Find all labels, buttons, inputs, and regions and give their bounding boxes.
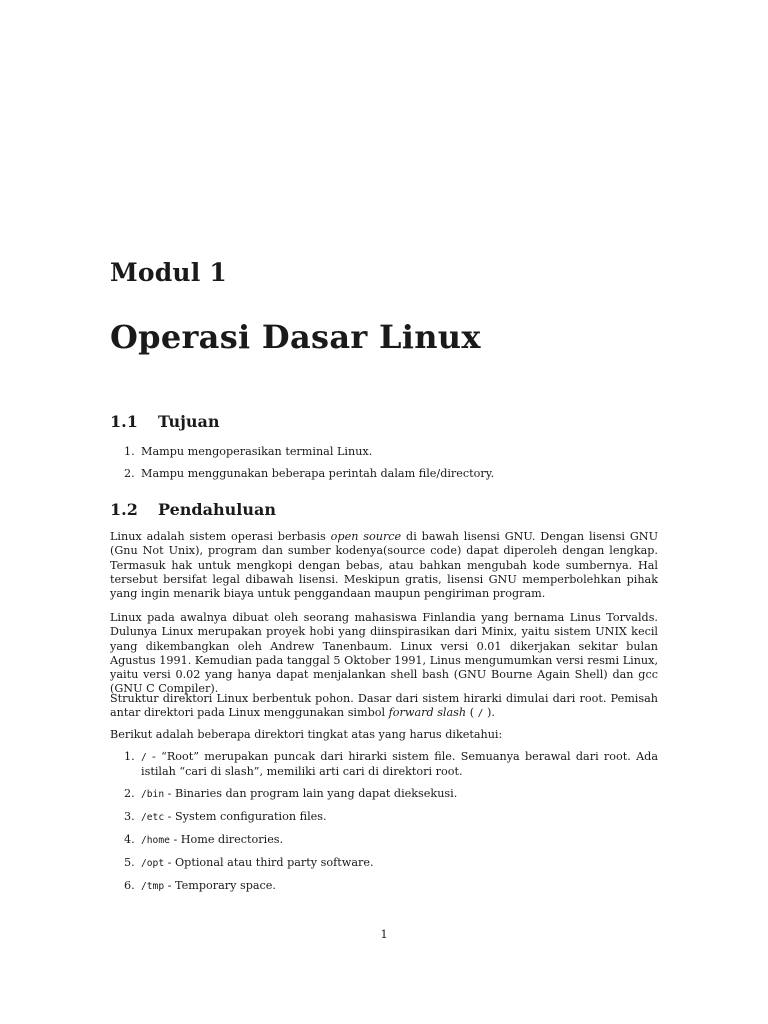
list-item-number: 2. (124, 467, 135, 480)
list-item (110, 467, 658, 481)
list-item-number: 4. (124, 833, 135, 846)
list-item (110, 445, 658, 459)
directory-description: - Home directories. (169, 833, 284, 846)
document-page (110, 0, 658, 1024)
section-title: Pendahuluan (158, 500, 276, 519)
list-item (110, 810, 658, 825)
list-item-text: Mampu mengoperasikan terminal Linux. (141, 445, 373, 458)
emphasis-text: open source (330, 530, 402, 543)
paragraph-directory-intro: Berikut adalah beberapa direktori tingkat atas yang harus diketahui: (110, 728, 503, 741)
paragraph-linux-history: Linux pada awalnya dibuat oleh seorang mahasiswa Finlandia yang bernama Linus Torvalds. Dulunya Linux merupakan proyek hobi yang diinspirasikan dari Minix, yaitu sistem UNIX kecil yang dikembangkan oleh Andrew Tanenbaum. Linux versi 0.01 dikerjakan sekitar bulan Agustus 1991. Kemudian pada tanggal 5 Oktober 1991, Linus mengumumkan versi resmi Linux, yaitu versi 0.02 yang hanya dapat menjalankan shell bash (GNU Bourne Again Shell) dan gcc (GNU C Compiler). (110, 611, 658, 696)
text-run: ( (466, 706, 478, 720)
section-number: 1.1 (110, 412, 138, 431)
list-item (110, 787, 658, 802)
list-item-number: 2. (124, 787, 135, 800)
text-run: di bawah lisensi GNU. Dengan lisensi GNU (Gnu Not Unix), program dan sumber kodenya(source code) dapat diperoleh dengan lengkap. Termasuk hak untuk mengkopi dengan bebas, atau bahkan mengubah kode sumbernya. Hal tersebut bersifat legal dibawah lisensi. Meskipun gratis, lisensi GNU memperbolehkan pihak yang ingin menarik biaya untuk penggandaan maupun pengiriman program. (110, 530, 659, 601)
paragraph-linux-intro (110, 530, 658, 601)
directory-path: /home (141, 835, 170, 846)
directory-path: /tmp (141, 881, 165, 892)
list-item-number: 3. (124, 810, 135, 823)
directory-path: /bin (141, 789, 165, 800)
section-number: 1.2 (110, 500, 138, 519)
list-item-number: 1. (124, 445, 135, 458)
chapter-label: Modul 1 (110, 258, 228, 287)
list-item-text: Mampu menggunakan beberapa perintah dalam file/directory. (141, 467, 495, 480)
list-item (110, 833, 658, 848)
directory-description: - System configuration files. (164, 810, 327, 823)
code-text: / (477, 708, 484, 720)
section-title: Tujuan (158, 412, 220, 431)
list-item-number: 1. (124, 750, 135, 763)
directory-description: - “Root” merupakan puncak dari hirarki sistem file. Semuanya berawal dari root. Ada istilah “cari di slash”, memiliki arti cari di direktori root. (141, 750, 658, 778)
list-item (110, 750, 658, 779)
text-run: ). (483, 706, 495, 720)
list-item (110, 879, 658, 894)
section-heading-pendahuluan (110, 500, 276, 519)
list-item-number: 6. (124, 879, 135, 892)
directory-description: - Binaries dan program lain yang dapat dieksekusi. (164, 787, 458, 800)
directory-description: - Optional atau third party software. (164, 856, 374, 869)
list-item-number: 5. (124, 856, 135, 869)
emphasis-text: forward slash (388, 706, 467, 720)
page-number: 1 (380, 928, 388, 941)
section-heading-tujuan (110, 412, 220, 431)
goals-list (110, 445, 658, 489)
text-run: Struktur direktori Linux berbentuk pohon. Dasar dari sistem hirarki dimulai dari root. Pemisah antar direktori pada Linux menggunakan simbol (110, 692, 658, 720)
directory-description: - Temporary space. (164, 879, 276, 892)
paragraph-directory-structure (110, 692, 658, 722)
directory-list (110, 750, 658, 902)
directory-path: /opt (141, 858, 165, 869)
directory-path: / (141, 752, 147, 763)
directory-path: /etc (141, 812, 165, 823)
list-item (110, 856, 658, 871)
text-run: Linux adalah sistem operasi berbasis (110, 530, 331, 543)
chapter-title: Operasi Dasar Linux (110, 318, 481, 356)
